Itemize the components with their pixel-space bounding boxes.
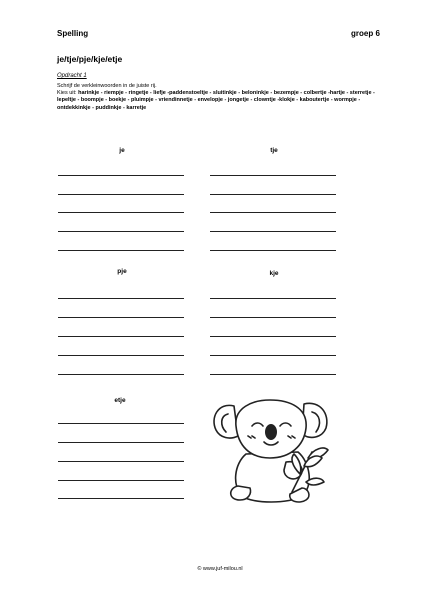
koala-icon (208, 396, 338, 506)
page-title: je/tje/pje/kje/etje (57, 54, 123, 64)
answer-line[interactable] (58, 480, 184, 481)
instructions (57, 83, 377, 112)
answer-line[interactable] (58, 194, 184, 195)
assignment-heading: Opdracht 1 (57, 73, 87, 79)
footer-copyright: © www.juf-milou.nl (197, 566, 243, 572)
answer-line[interactable] (58, 461, 184, 462)
answer-line[interactable] (210, 298, 336, 299)
answer-line[interactable] (210, 194, 336, 195)
column-label-tje: tje (270, 147, 278, 154)
answer-line[interactable] (210, 175, 336, 176)
answer-line[interactable] (58, 355, 184, 356)
answer-line[interactable] (210, 317, 336, 318)
answer-line[interactable] (58, 231, 184, 232)
answer-line[interactable] (210, 336, 336, 337)
word-list-words: harinkje - riempje - ringetje - liefje -paddenstoeltje - sluitinkje - beloninkje - bezempje - colbertje -hartje - sterretje - lepeltje - boompje - boekje - pluimpje - vriendinnetje - envelopje - jongetje - clowntje -klokje - kaboutertje - wormpje - ontdekkinkje - puddinkje - karretje (57, 90, 375, 111)
answer-line[interactable] (58, 423, 184, 424)
grade-label: groep 6 (351, 29, 380, 38)
column-label-kje: kje (269, 270, 279, 277)
answer-line[interactable] (58, 498, 184, 499)
answer-line[interactable] (58, 298, 184, 299)
column-label-etje: etje (114, 397, 126, 404)
answer-line[interactable] (58, 317, 184, 318)
answer-line[interactable] (210, 374, 336, 375)
instruction-line: Schrijf de verkleinwoorden in de juiste rij. (57, 83, 157, 89)
answer-line[interactable] (210, 212, 336, 213)
answer-line[interactable] (58, 212, 184, 213)
answer-line[interactable] (58, 175, 184, 176)
answer-line[interactable] (58, 336, 184, 337)
word-list (57, 90, 377, 112)
answer-line[interactable] (58, 374, 184, 375)
answer-line[interactable] (58, 442, 184, 443)
column-label-pje: pje (117, 268, 127, 275)
answer-line[interactable] (58, 250, 184, 251)
answer-line[interactable] (210, 355, 336, 356)
subject-label: Spelling (57, 29, 89, 38)
word-list-prefix: Kies uit: (57, 90, 77, 97)
answer-line[interactable] (210, 231, 336, 232)
answer-line[interactable] (210, 250, 336, 251)
column-label-je: je (119, 147, 125, 154)
